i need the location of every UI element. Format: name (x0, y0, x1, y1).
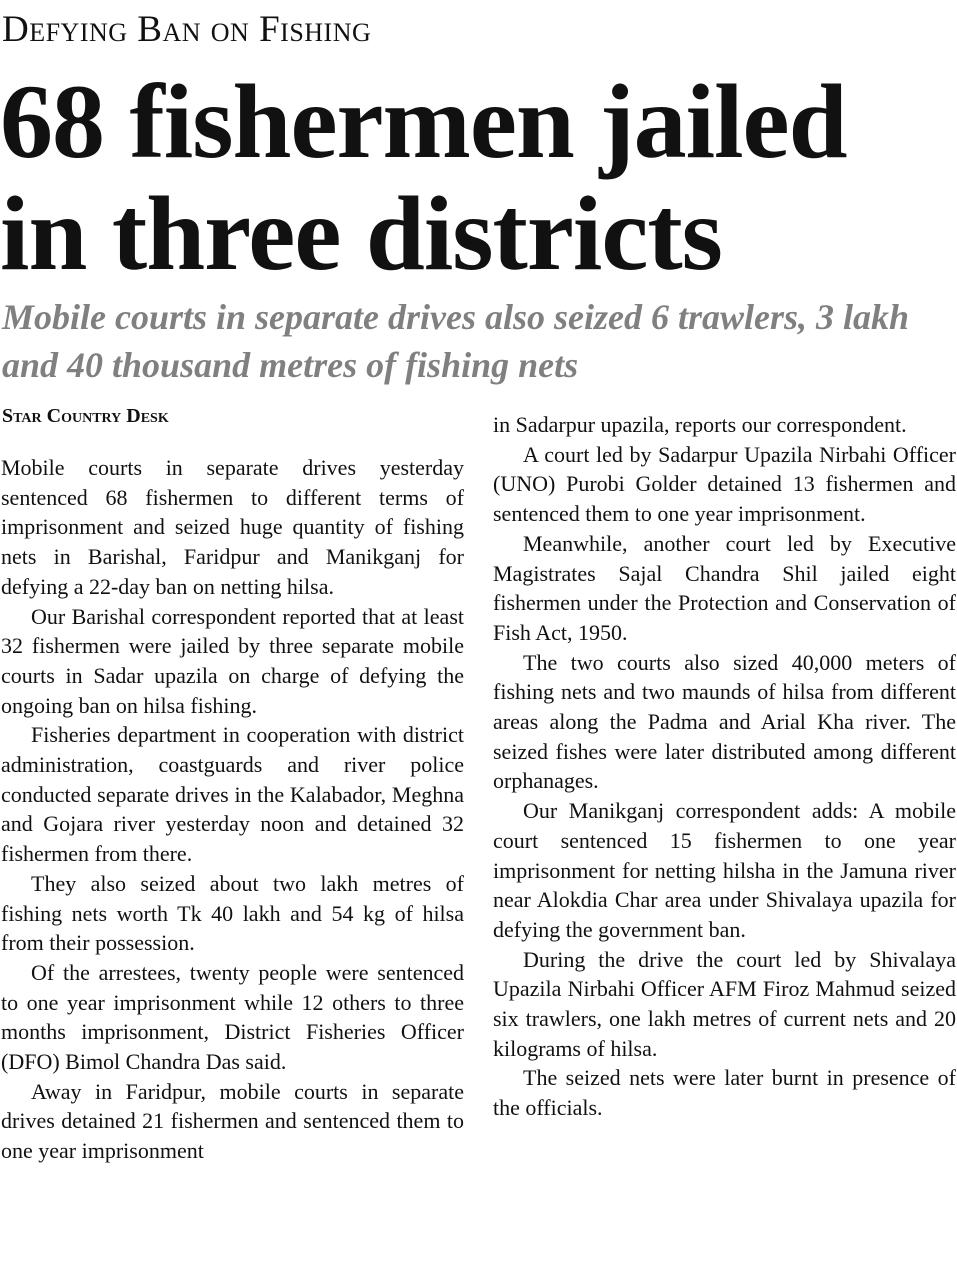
article-paragraph: During the drive the court led by Shivalaya Upazila Nirbahi Officer AFM Firoz Mahmud seized six trawlers, one lakh metres of current nets and 20 kilograms of hilsa. (493, 946, 956, 1061)
article-paragraph: Of the arrestees, twenty people were sentenced to one year imprisonment while 12 others to three months imprisonment, District Fisheries Officer (DFO) Bimol Chandra Das said. (1, 959, 464, 1075)
article-paragraph: A court led by Sadarpur Upazila Nirbahi Officer (UNO) Purobi Golder detained 13 fishermen and sentenced them to one year imprisonment. (493, 441, 956, 527)
article-paragraph: Away in Faridpur, mobile courts in separate drives detained 21 fishermen and sentenced them to one year imprisonment (1, 1078, 464, 1164)
article-paragraph: The seized nets were later burnt in presence of the officials. (493, 1065, 956, 1121)
article-paragraph: Fisheries department in cooperation with district administration, coastguards and river police conducted separate drives in the Kalabador, Meghna and Gojara river yesterday noon and detained 32 fishermen from there. (1, 722, 464, 867)
article-paragraph: in Sadarpur upazila, reports our correspondent. (493, 412, 907, 437)
article-column-right (493, 410, 956, 1123)
article-paragraph: Mobile courts in separate drives yesterday sentenced 68 fishermen to different terms of imprisonment and seized huge quantity of fishing nets in Barishal, Faridpur and Manikganj for defying a 22-day ban on netting hilsa. (1, 455, 464, 599)
article-paragraph: Our Barishal correspondent reported that at least 32 fishermen were jailed by three separate mobile courts in Sadar upazila on charge of defying the ongoing ban on hilsa fishing. (1, 603, 464, 718)
article-headline: 68 fishermen jailed in three districts (0, 63, 847, 292)
article-paragraph: Our Manikganj correspondent adds: A mobile court sentenced 15 fishermen to one year imprisonment for netting hilsha in the Jamuna river near Alokdia Char area under Shivalaya upazila for defying the government ban. (493, 798, 956, 942)
article-paragraph: They also seized about two lakh metres of fishing nets worth Tk 40 lakh and 54 kg of hilsa from their possession. (1, 870, 464, 956)
article-byline: Star Country Desk (2, 405, 169, 427)
article-column-left (1, 453, 464, 1166)
article-kicker: Defying Ban on Fishing (2, 9, 372, 50)
article-paragraph: Meanwhile, another court led by Executive Magistrates Sajal Chandra Shil jailed eight fishermen under the Protection and Conservation of Fish Act, 1950. (493, 530, 956, 645)
article-deck: Mobile courts in separate drives also seized 6 trawlers, 3 lakh and 40 thousand metres of fishing nets (2, 297, 910, 385)
article-paragraph: The two courts also sized 40,000 meters of fishing nets and two maunds of hilsa from different areas along the Padma and Arial Kha river. The seized fishes were later distributed among different orphanages. (493, 649, 956, 794)
